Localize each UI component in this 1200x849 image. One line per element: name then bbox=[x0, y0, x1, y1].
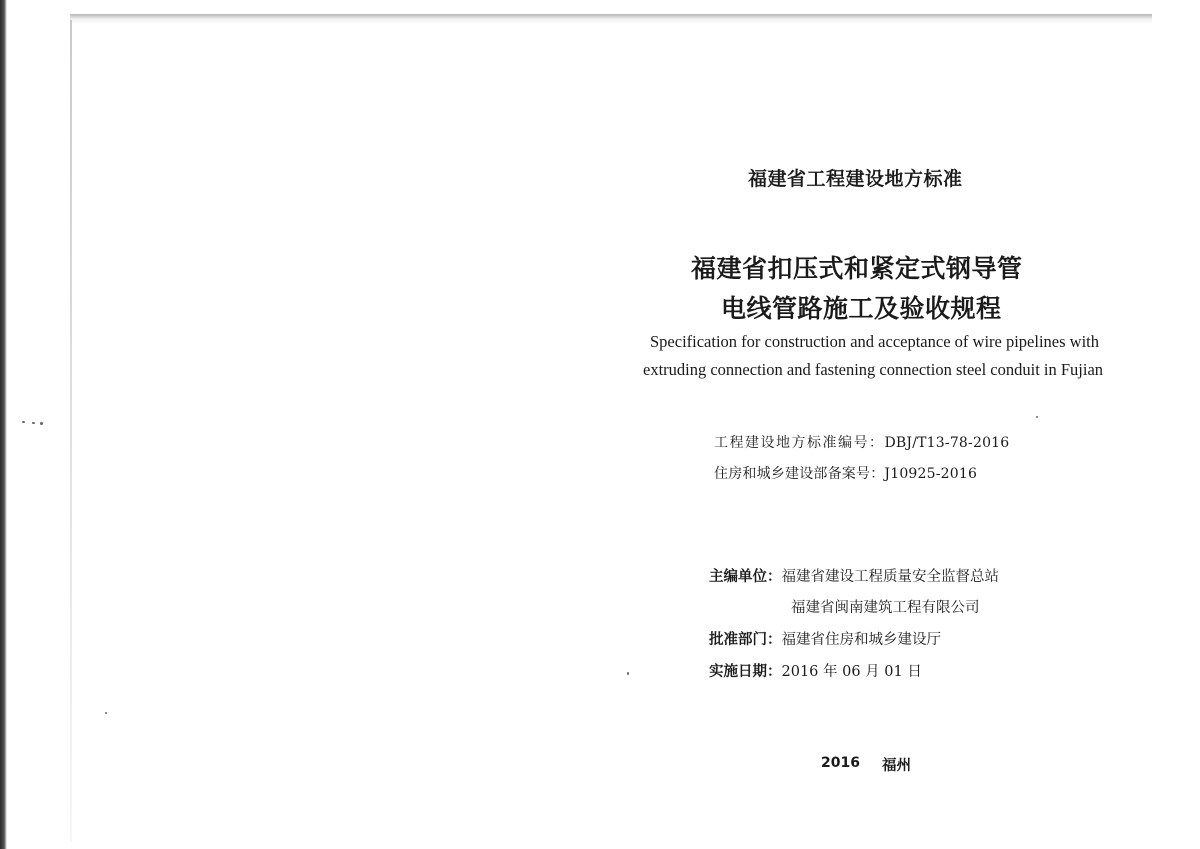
standard-number-value: DBJ/T13-78-2016 bbox=[884, 435, 1010, 451]
scan-edge-top bbox=[70, 14, 1152, 24]
effective-date-label: 实施日期： bbox=[709, 664, 782, 680]
effective-date-value: 2016 年 06 月 01 日 bbox=[781, 664, 922, 680]
editor-label: 主编单位： bbox=[709, 569, 782, 585]
english-title-line-2: extruding connection and fastening connection steel conduit in Fujian bbox=[643, 360, 1104, 379]
editor-secondary: 福建省闽南建筑工程有限公司 bbox=[791, 600, 980, 616]
standard-category-heading: 福建省工程建设地方标准 bbox=[748, 168, 963, 190]
page-fold-shadow bbox=[70, 20, 72, 842]
document-title-line-2: 电线管路施工及验收规程 bbox=[721, 294, 1002, 323]
publication-city: 福州 bbox=[882, 758, 911, 774]
editor-row bbox=[709, 565, 999, 586]
editor-primary: 福建省建设工程质量安全监督总站 bbox=[781, 569, 999, 585]
scan-speck bbox=[105, 712, 107, 714]
scan-speck bbox=[627, 672, 629, 675]
approver-value: 福建省住房和城乡建设厅 bbox=[781, 632, 941, 648]
scan-speck bbox=[22, 421, 25, 423]
record-number-value: J10925-2016 bbox=[884, 466, 978, 482]
editor-secondary-row bbox=[791, 596, 980, 617]
record-number-row bbox=[714, 463, 977, 483]
scan-edge-left bbox=[0, 0, 7, 849]
scan-speck bbox=[1036, 416, 1038, 418]
approver-row bbox=[709, 628, 941, 649]
approver-label: 批准部门： bbox=[709, 632, 782, 648]
scan-speck bbox=[40, 422, 43, 425]
publication-year: 2016 bbox=[821, 755, 860, 771]
english-title-line-1: Specification for construction and acceptance of wire pipelines with bbox=[650, 332, 1099, 351]
document-title-line-1: 福建省扣压式和紧定式钢导管 bbox=[691, 254, 1023, 283]
standard-number-row bbox=[714, 432, 1009, 452]
standard-number-label: 工程建设地方标准编号： bbox=[714, 435, 885, 451]
effective-date-row bbox=[709, 660, 922, 681]
record-number-label: 住房和城乡建设部备案号： bbox=[714, 466, 885, 482]
scan-speck bbox=[32, 422, 35, 424]
